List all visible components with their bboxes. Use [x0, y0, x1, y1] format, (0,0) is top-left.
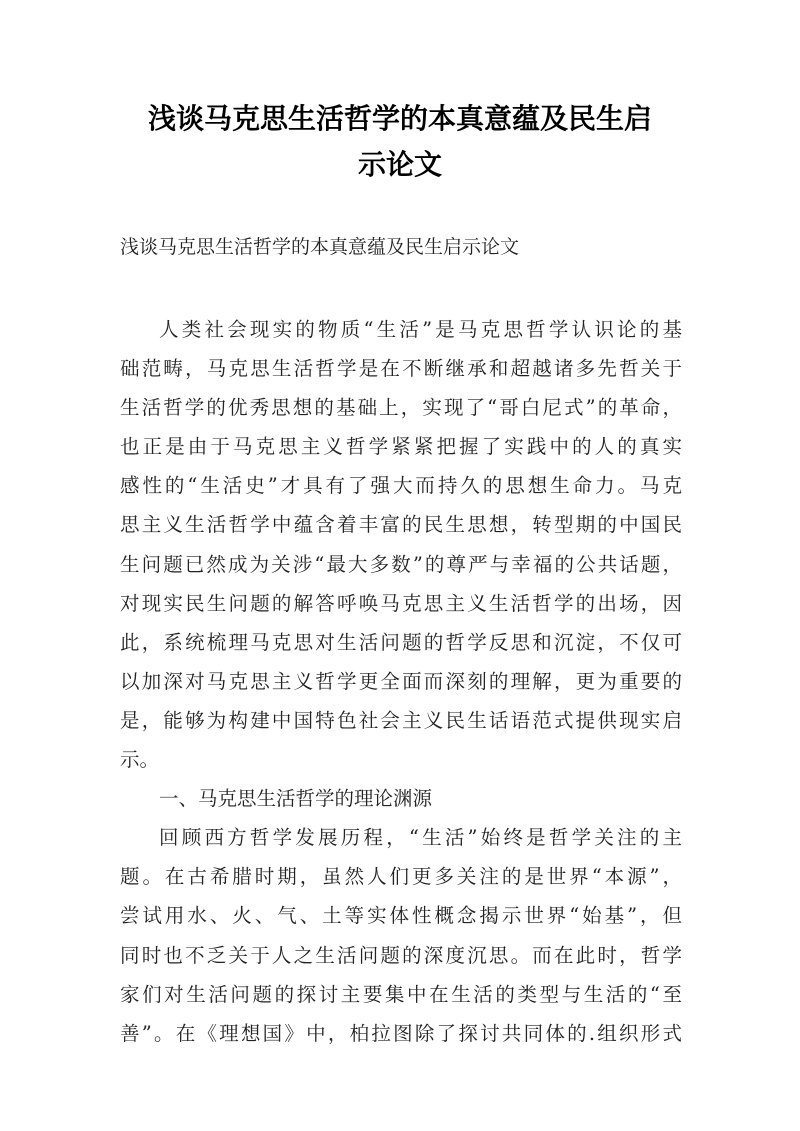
- paragraph-1: [120, 310, 682, 779]
- paragraph-line: 生活哲学的优秀思想的基础上，实现了“哥白尼式”的革命，: [120, 396, 682, 420]
- paragraph-line: 人类社会现实的物质“生活”是马克思哲学认识论的基: [159, 318, 682, 341]
- paragraph-line: 尝试用水、火、气、土等实体性概念揭示世界“始基”，但: [120, 904, 682, 928]
- section-heading: [120, 779, 682, 818]
- paragraph-line: 感性的“生活史”才具有了强大而持久的思想生命力。马克: [120, 474, 682, 498]
- paragraph-line: 础范畴，马克思生活哲学是在不断继承和超越诸多先哲关于: [120, 357, 682, 381]
- paragraph-line: 生问题已然成为关涉“最大多数”的尊严与幸福的公共话题，: [120, 552, 682, 576]
- document-body: [120, 310, 682, 1053]
- paragraph-line: 对现实民生问题的解答呼唤马克思主义生活哲学的出场，因: [120, 591, 682, 615]
- paragraph-line: 示。: [120, 748, 160, 772]
- paragraph-line: 题。在古希腊时期，虽然人们更多关注的是世界“本源”，: [120, 865, 682, 889]
- paragraph-line: 回顾西方哲学发展历程，“生活”始终是哲学关注的主: [159, 826, 682, 850]
- document-subtitle: 浅谈马克思生活哲学的本真意蕴及民生启示论文: [120, 236, 520, 258]
- document-title: [100, 96, 700, 188]
- title-line-1: 浅谈马克思生活哲学的本真意蕴及民生启: [147, 102, 652, 135]
- paragraph-2: [120, 818, 682, 1053]
- paragraph-line: 也正是由于马克思主义哲学紧紧把握了实践中的人的真实: [120, 435, 682, 459]
- paragraph-line: 以加深对马克思主义哲学更全面而深刻的理解，更为重要的: [120, 669, 682, 693]
- section-heading-text: 一、马克思生活哲学的理论渊源: [159, 787, 433, 811]
- paragraph-line: 同时也不乏关于人之生活问题的深度沉思。而在此时，哲学: [120, 943, 682, 967]
- paragraph-line: 善”。在《理想国》中，柏拉图除了探讨共同体的.组织形式: [120, 1021, 682, 1045]
- paragraph-line: 是，能够为构建中国特色社会主义民生话语范式提供现实启: [120, 708, 682, 732]
- paragraph-line: 家们对生活问题的探讨主要集中在生活的类型与生活的“至: [120, 982, 682, 1006]
- paragraph-line: 思主义生活哲学中蕴含着丰富的民生思想，转型期的中国民: [120, 513, 682, 537]
- title-line-2: 示论文: [357, 148, 442, 181]
- paragraph-line: 此，系统梳理马克思对生活问题的哲学反思和沉淀，不仅可: [120, 630, 682, 654]
